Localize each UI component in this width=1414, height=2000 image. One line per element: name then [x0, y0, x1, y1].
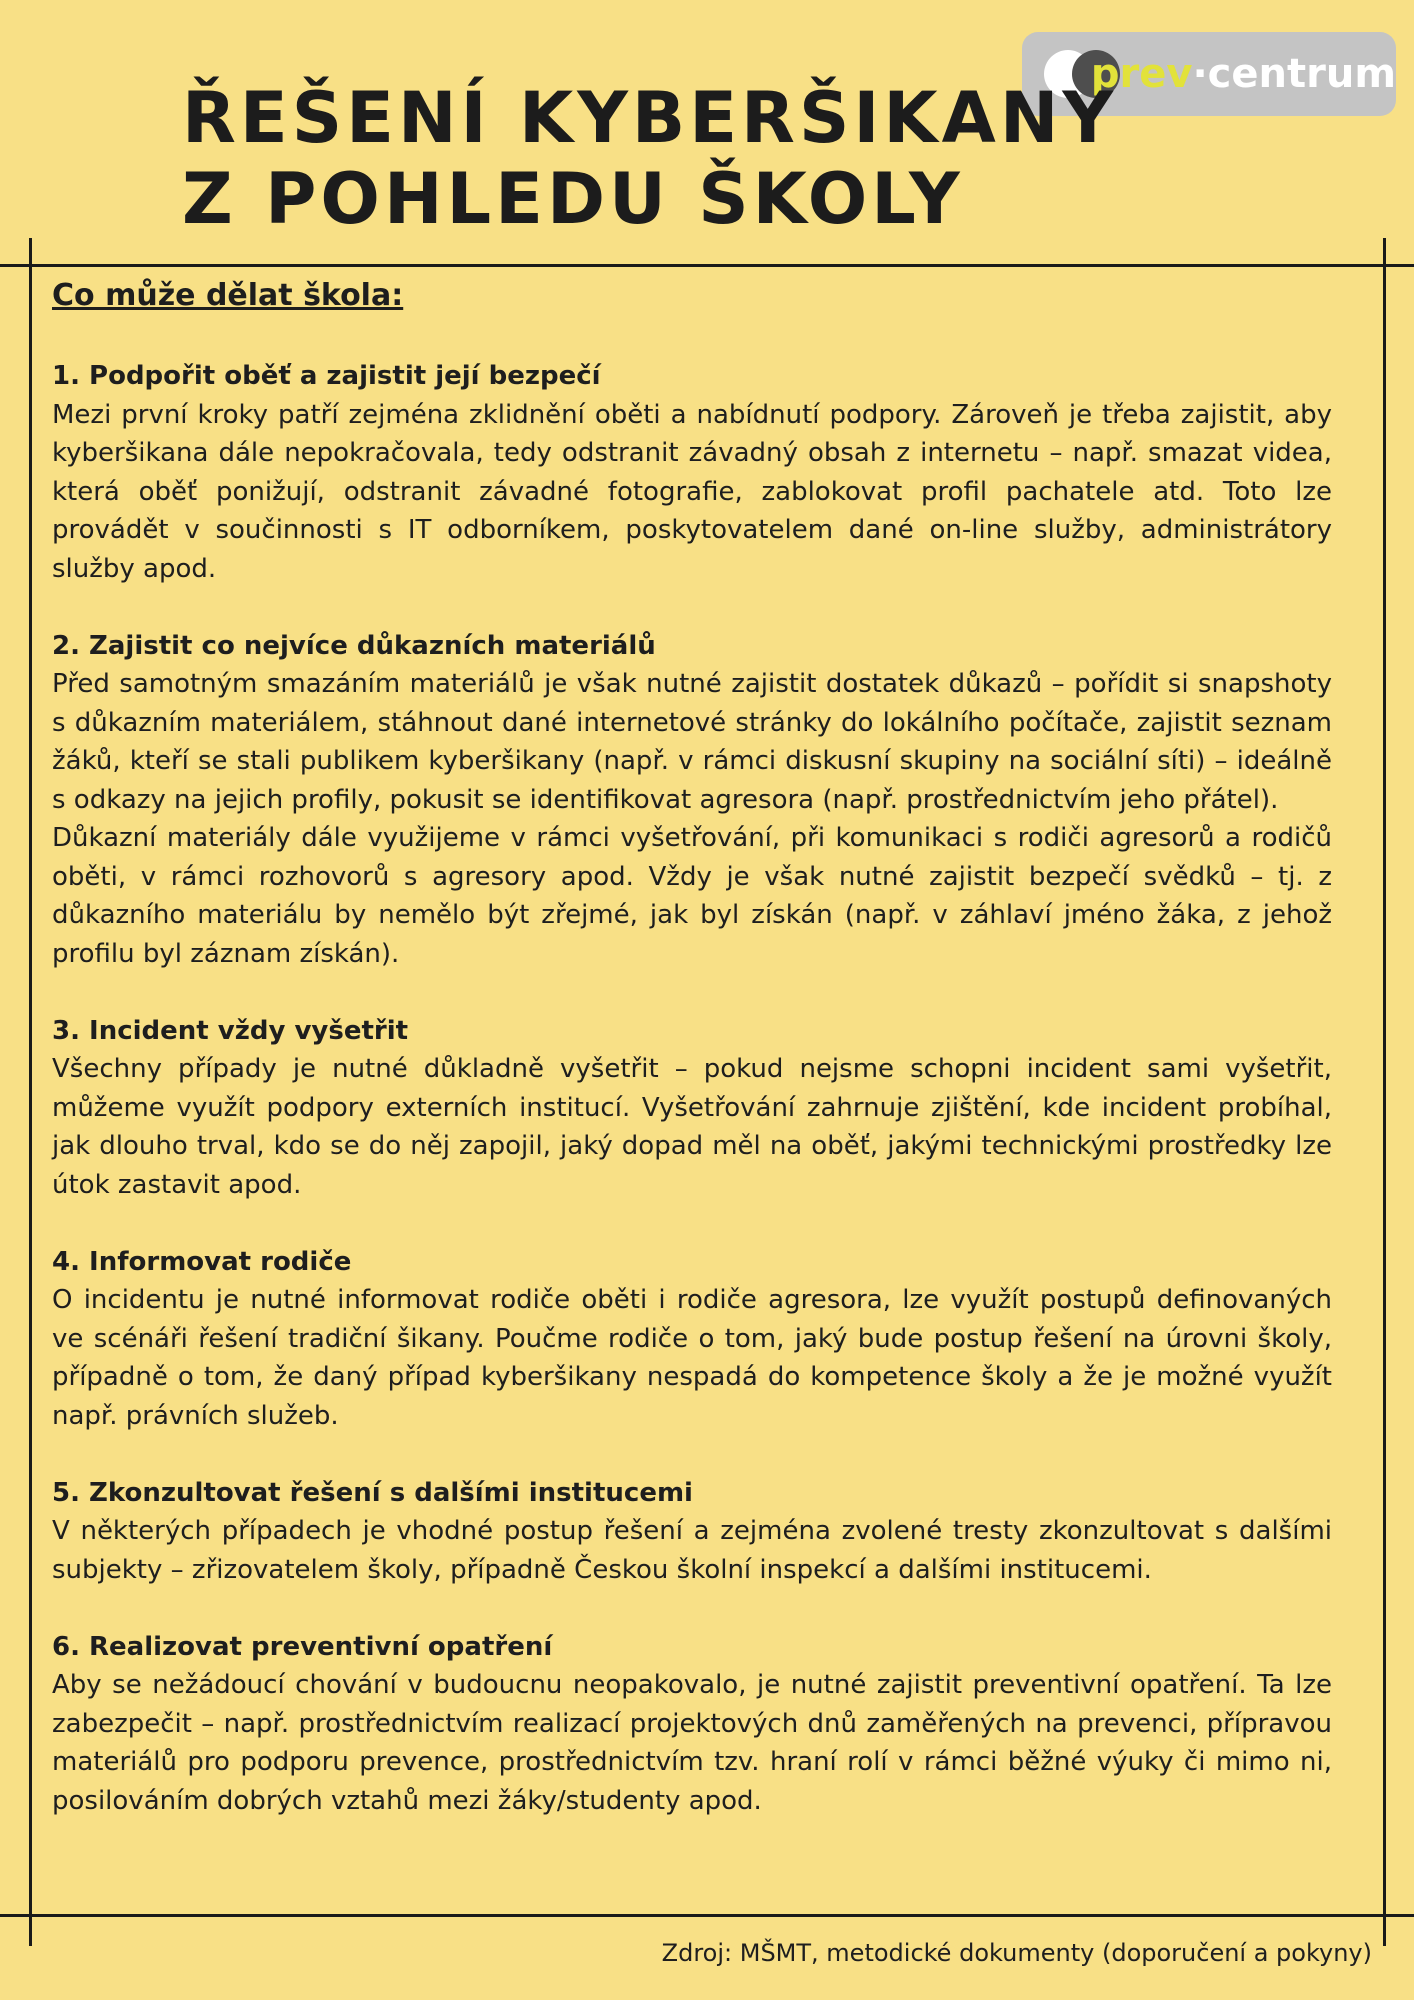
section-title: 2. Zajistit co nejvíce důkazních materiálů — [52, 630, 656, 661]
page-title-line-2: Z POHLEDU ŠKOLY — [182, 158, 964, 240]
frame-line-right — [1383, 238, 1386, 1946]
section-2 — [52, 627, 1332, 974]
section-title: 5. Zkonzultovat řešení s dalšími institucemi — [52, 1477, 693, 1508]
source-note: Zdroj: MŠMT, metodické dokumenty (doporučení a pokyny) — [661, 1939, 1372, 1967]
frame-line-left — [29, 238, 32, 1946]
section-paragraph: Aby se nežádoucí chování v budoucnu neopakovalo, je nutné zajistit preventivní opatření. Ta lze zabezpečit – např. prostřednictvím realizací projektových dnů zaměřených na prevenci, přípravou materiálů pro podporu prevence, prostřednictvím tzv. hraní rolí v rámci běžné výuky či mimo ni, posilováním dobrých vztahů mezi žáky/studenty apod. — [52, 1670, 1332, 1816]
main-content — [52, 274, 1332, 1859]
section-6 — [52, 1628, 1332, 1821]
section-title: 1. Podpořit oběť a zajistit její bezpečí — [52, 361, 601, 391]
section-1 — [52, 357, 1332, 588]
section-paragraph: V některých případech je vhodné postup řešení a zejména zvolené tresty zkonzultovat s dalšími subjekty – zřizovatelem školy, případně Českou školní inspekcí a dalšími institucemi. — [52, 1516, 1332, 1585]
page-title-line-1: ŘEŠENÍ KYBERŠIKANY — [182, 77, 1118, 159]
frame-line-bottom — [0, 1914, 1414, 1917]
section-3 — [52, 1012, 1332, 1205]
section-title: 3. Incident vždy vyšetřit — [52, 1015, 409, 1046]
page-title — [182, 78, 1117, 240]
section-paragraph: O incidentu je nutné informovat rodiče oběti i rodiče agresora, lze využít postupů definovaných ve scénáři řešení tradiční šikany. Poučme rodiče o tom, jaký bude postup řešení na úrovni školy, případně o tom, že daný případ kyberšikany nespadá do kompetence školy a že je možné využít např. právních služeb. — [52, 1285, 1332, 1431]
section-title: 4. Informovat rodiče — [52, 1246, 352, 1277]
section-paragraph: Mezi první kroky patří zejména zklidnění oběti a nabídnutí podpory. Zároveň je třeba zajistit, aby kyberšikana dále nepokračovala, tedy odstranit závadný obsah z internetu – např. smazat videa, která oběť ponižují, odstranit závadné fotografie, zablokovat profil pachatele atd. Toto lze provádět v součinnosti s IT odborníkem, poskytovatelem dané on-line služby, administrátory služby apod. — [52, 399, 1332, 584]
section-5 — [52, 1474, 1332, 1590]
section-heading: Co může dělat škola: — [52, 278, 404, 313]
frame-line-top — [0, 264, 1414, 267]
section-paragraph: Všechny případy je nutné důkladně vyšetřit – pokud nejsme schopni incident sami vyšetřit, můžeme využít podpory externích institucí. Vyšetřování zahrnuje zjištění, kde incident probíhal, jak dlouho trval, kdo se do něj zapojil, jaký dopad měl na oběť, jakými technickými prostředky lze útok zastavit apod. — [52, 1054, 1332, 1200]
section-4 — [52, 1243, 1332, 1436]
logo-wordmark: prev·centrum — [1090, 51, 1396, 97]
section-title: 6. Realizovat preventivní opatření — [52, 1631, 553, 1662]
section-paragraph: Před samotným smazáním materiálů je však nutné zajistit dostatek důkazů – pořídit si snapshoty s důkazním materiálem, stáhnout dané internetové stránky do lokálního počítače, zajistit seznam žáků, kteří se stali publikem kyberšikany (např. v rámci diskusní skupiny na sociální síti) – ideálně s odkazy na jejich profily, pokusit se identifikovat agresora (např. prostřednictvím jeho přátel). — [52, 669, 1332, 815]
section-paragraph: Důkazní materiály dále využijeme v rámci vyšetřování, při komunikaci s rodiči agresorů a rodičů oběti, v rámci rozhovorů s agresory apod. Vždy je však nutné zajistit bezpečí svědků – tj. z důkazního materiálu by nemělo být zřejmé, jak byl získán (např. v záhlaví jméno žáka, z jehož profilu byl záznam získán). — [52, 823, 1332, 969]
